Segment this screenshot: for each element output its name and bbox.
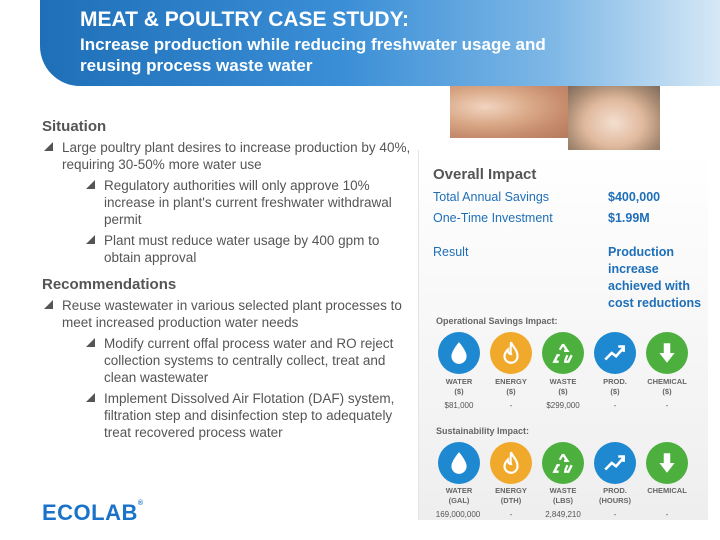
investment-label: One-Time Investment xyxy=(433,211,553,225)
trend-up-icon xyxy=(594,332,636,374)
water-drop-icon xyxy=(438,442,480,484)
title-banner xyxy=(40,0,720,86)
sus-label-prod: PROD. (HOURS) xyxy=(598,486,632,505)
bullet-triangle-icon xyxy=(86,180,95,189)
savings-label: Total Annual Savings xyxy=(433,190,550,204)
case-details xyxy=(42,118,412,445)
sus-value-energy: - xyxy=(509,510,513,519)
investment-value: $1.99M xyxy=(608,211,650,225)
situation-bullet: Large poultry plant desires to increase production by 40%, requiring 30-50% more water use xyxy=(42,139,412,173)
sus-value-prod: - xyxy=(613,510,617,519)
op-value-prod: - xyxy=(613,401,617,410)
sus-value-water: 169,000,000 xyxy=(435,510,481,519)
flame-icon xyxy=(490,442,532,484)
recycle-icon xyxy=(542,332,584,374)
sus-label-chemical: CHEMICAL xyxy=(647,486,687,495)
bullet-triangle-icon xyxy=(86,338,95,347)
sus-label-energy: ENERGY (DTH) xyxy=(495,486,527,505)
situation-sub-bullet: Regulatory authorities will only approve 10% increase in plant's current freshwater withdrawal permit xyxy=(84,177,412,228)
impact-title: Overall Impact xyxy=(433,166,537,183)
op-value-chemical: - xyxy=(665,401,669,410)
op-value-waste: $299,000 xyxy=(546,401,580,410)
situation-sub-bullet: Plant must reduce water usage by 400 gpm to obtain approval xyxy=(84,232,412,266)
bullet-triangle-icon xyxy=(86,235,95,244)
op-label-prod: PROD. ($) xyxy=(603,377,627,396)
sus-label-waste: WASTE (LBS) xyxy=(549,486,577,505)
trend-up-icon xyxy=(594,442,636,484)
savings-value: $400,000 xyxy=(608,190,661,204)
situation-heading: Situation xyxy=(42,118,107,135)
water-drop-icon xyxy=(438,332,480,374)
poultry-photo-left xyxy=(450,86,568,138)
sus-value-chemical: - xyxy=(665,510,669,519)
op-label-waste: WASTE ($) xyxy=(549,377,577,396)
recommendation-sub-bullet: Implement Dissolved Air Flotation (DAF) system, filtration step and disinfection step to adequately treat recovered process water xyxy=(84,390,412,441)
recommendations-heading: Recommendations xyxy=(42,276,177,293)
page-title: MEAT & POULTRY CASE STUDY: xyxy=(80,8,410,31)
page-subtitle: Increase production while reducing freshwater usage and reusing process waste water xyxy=(80,35,546,75)
result-value: Production increase achieved with cost reductions xyxy=(608,245,702,310)
op-value-water: $81,000 xyxy=(444,401,474,410)
operational-heading: Operational Savings Impact: xyxy=(436,316,558,326)
recommendation-bullet: Reuse wastewater in various selected plant processes to meet increased production water needs xyxy=(42,297,412,331)
op-label-chemical: CHEMICAL ($) xyxy=(647,377,687,396)
arrow-down-icon xyxy=(646,442,688,484)
bullet-triangle-icon xyxy=(44,300,53,309)
bullet-triangle-icon xyxy=(44,142,53,151)
poultry-photo-right xyxy=(568,86,660,160)
result-label: Result xyxy=(433,245,469,259)
op-label-energy: ENERGY ($) xyxy=(495,377,527,396)
sus-value-waste: 2,849,210 xyxy=(545,510,581,519)
recycle-icon xyxy=(542,442,584,484)
bullet-triangle-icon xyxy=(86,393,95,402)
op-label-water: WATER ($) xyxy=(445,377,473,396)
op-value-energy: - xyxy=(509,401,513,410)
sus-label-water: WATER (GAL) xyxy=(445,486,473,505)
flame-icon xyxy=(490,332,532,374)
recommendation-sub-bullet: Modify current offal process water and RO reject collection systems to centrally collect, treat and clean wastewater xyxy=(84,335,412,386)
arrow-down-icon xyxy=(646,332,688,374)
sustainability-heading: Sustainability Impact: xyxy=(436,426,530,436)
ecolab-logo: ECOLAB® xyxy=(42,500,144,525)
